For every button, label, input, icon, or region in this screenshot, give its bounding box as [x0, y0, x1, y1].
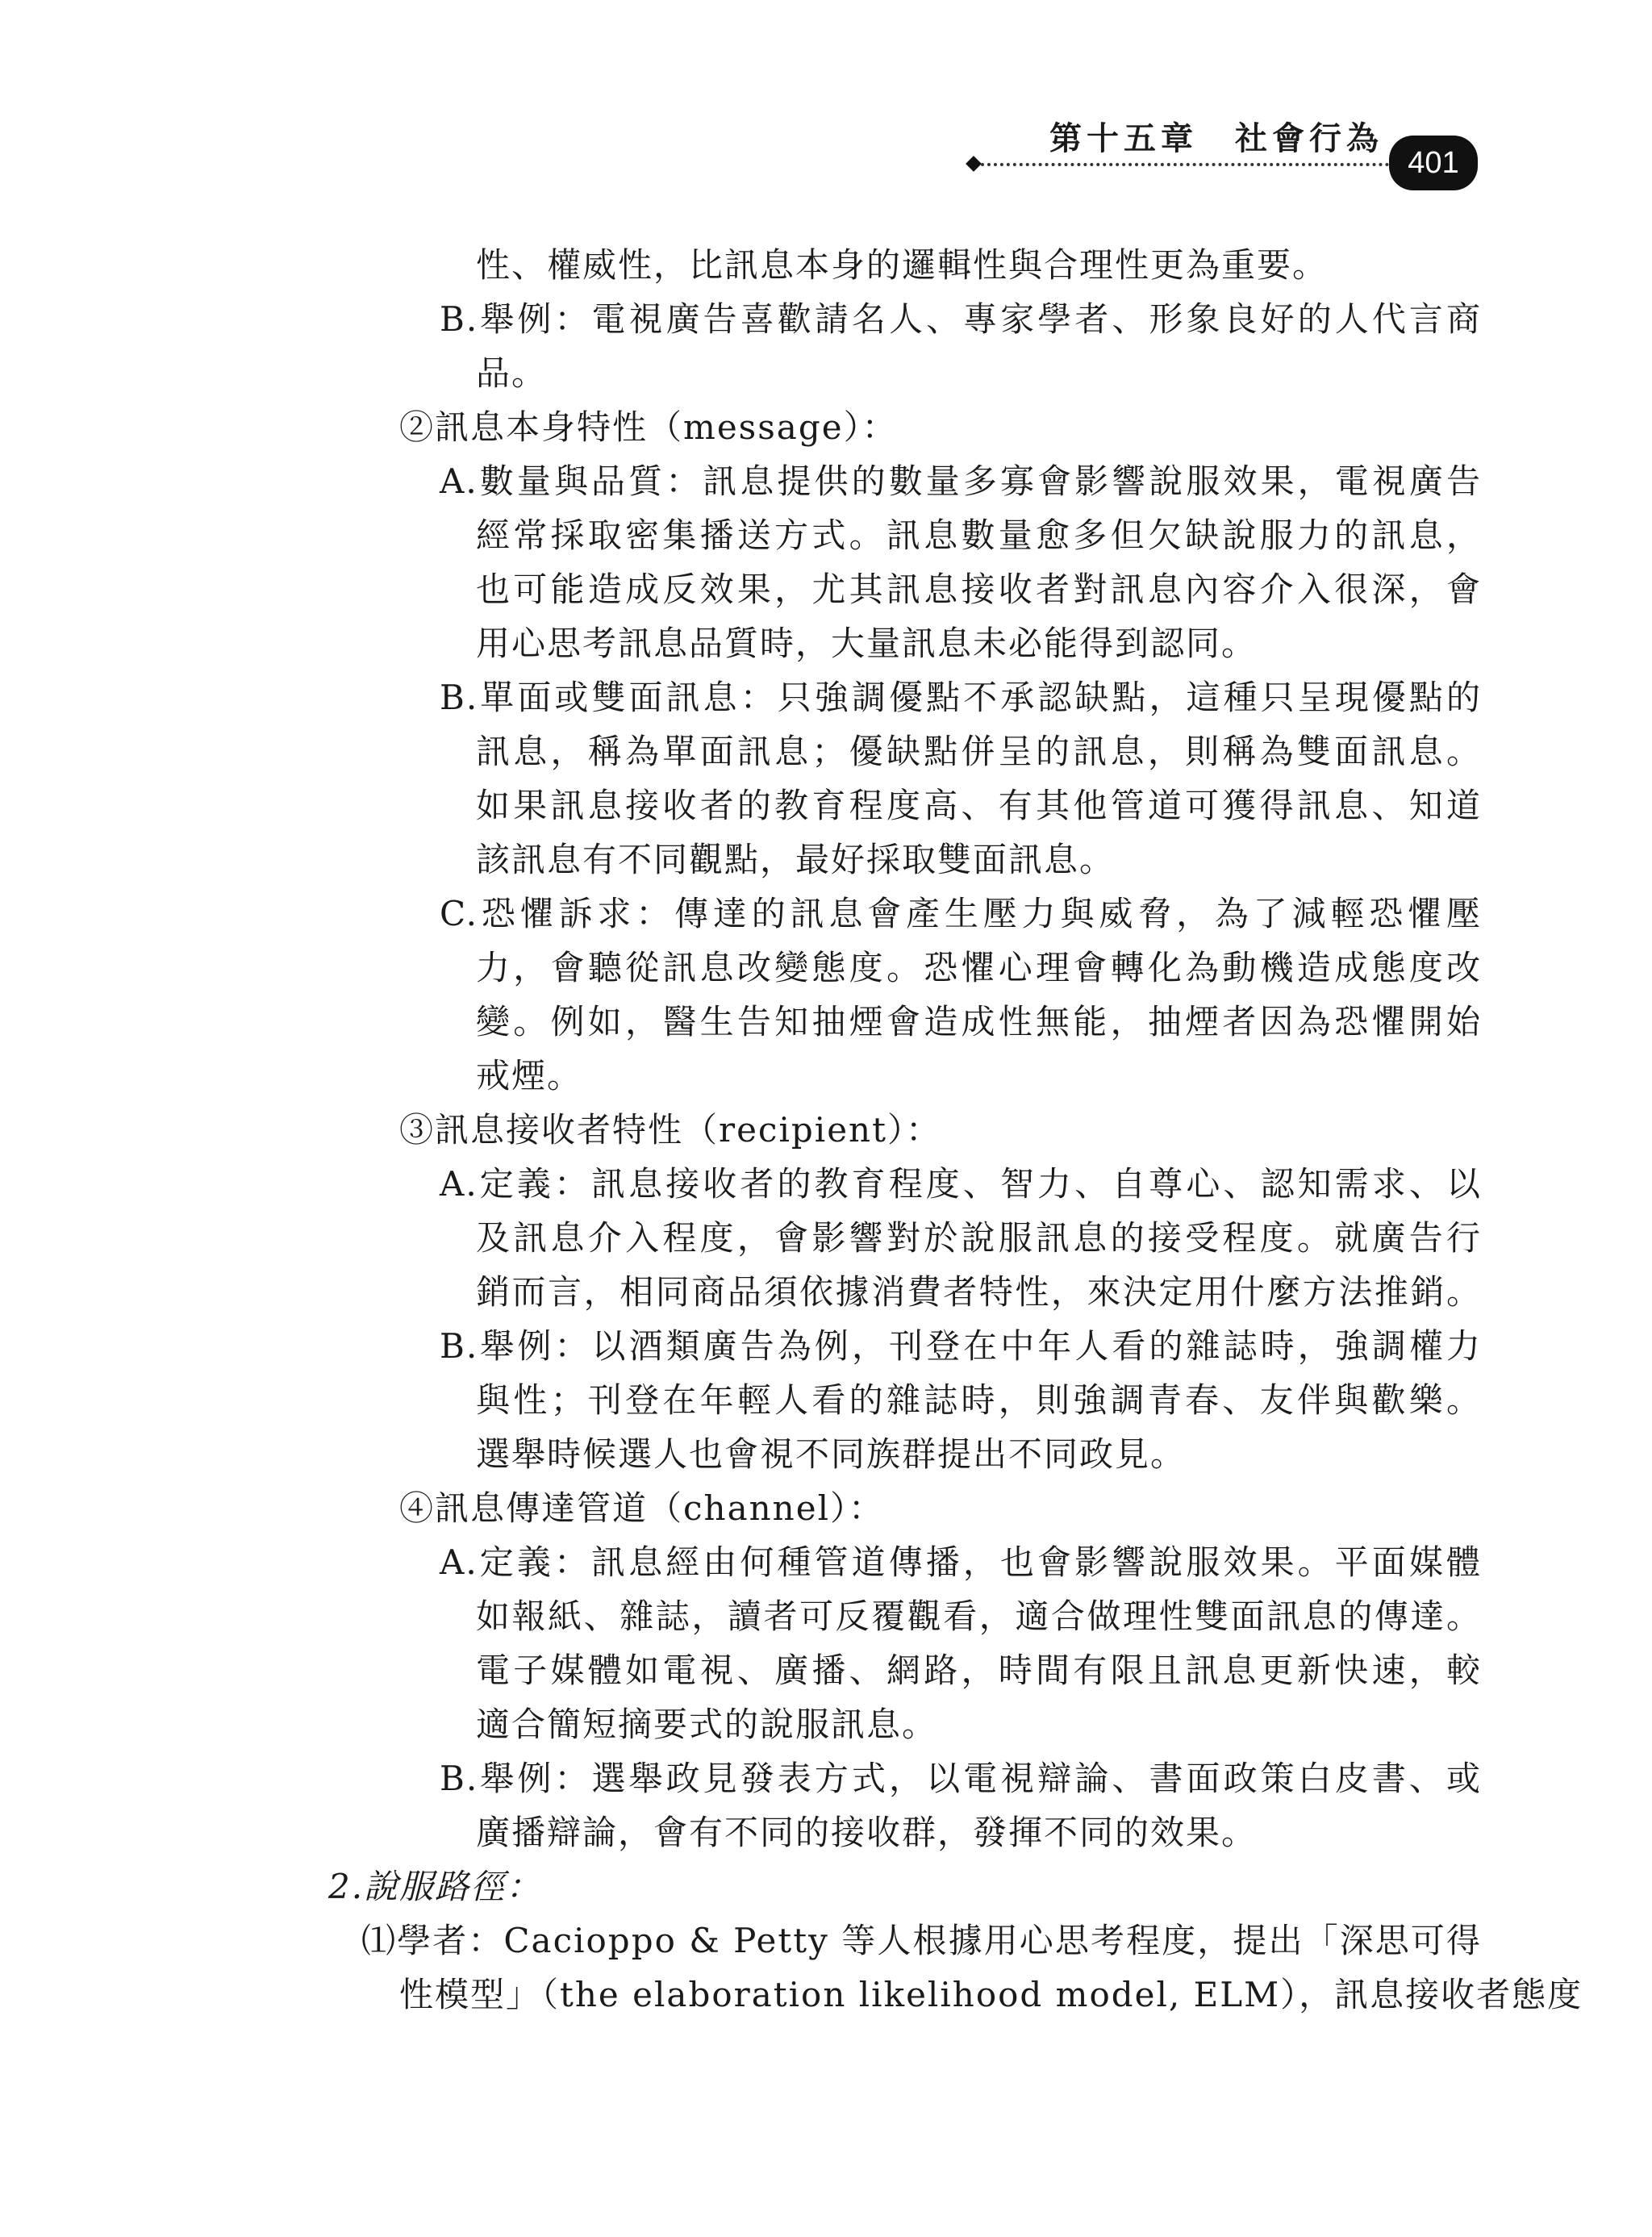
text-line: 經常採取密集播送方式。訊息數量愈多但欠缺說服力的訊息，: [476, 515, 1482, 555]
sub-heading: ④訊息傳達管道（channel）：: [399, 1488, 885, 1528]
text-line: 力，會聽從訊息改變態度。恐懼心理會轉化為動機造成態度改: [476, 948, 1482, 987]
text-line: 銷而言，相同商品須依據消費者特性，來決定用什麼方法推銷。: [476, 1272, 1482, 1312]
text-line: B.單面或雙面訊息：只強調優點不承認缺點，這種只呈現優點的: [440, 678, 1482, 717]
text-line: 品。: [476, 353, 548, 393]
text-line: ⑴學者：Cacioppo & Petty 等人根據用心思考程度，提出「深思可得: [361, 1921, 1482, 1960]
text-line: 訊息，稱為單面訊息；優缺點併呈的訊息，則稱為雙面訊息。: [476, 732, 1482, 771]
text-line: A.數量與品質：訊息提供的數量多寡會影響說服效果，電視廣告: [440, 461, 1482, 501]
text-line: C.恐懼訴求：傳達的訊息會產生壓力與威脅，為了減輕恐懼壓: [440, 894, 1482, 933]
text-line: 適合簡短摘要式的說服訊息。: [476, 1705, 938, 1744]
text-line: B.舉例：以酒類廣告為例，刊登在中年人看的雜誌時，強調權力: [440, 1326, 1482, 1366]
text-line: 戒煙。: [476, 1056, 583, 1096]
text-line: A.定義：訊息經由何種管道傳播，也會影響說服效果。平面媒體: [440, 1542, 1482, 1582]
text-line: 如果訊息接收者的教育程度高、有其他管道可獲得訊息、知道: [476, 786, 1482, 825]
text-line: 及訊息介入程度，會影響對於說服訊息的接受程度。就廣告行: [476, 1218, 1482, 1258]
text-line: 用心思考訊息品質時，大量訊息未必能得到認同。: [476, 624, 1258, 663]
text-line: 如報紙、雜誌，讀者可反覆觀看，適合做理性雙面訊息的傳達。: [476, 1596, 1482, 1636]
text-line: 變。例如，醫生告知抽煙會造成性無能，抽煙者因為恐懼開始: [476, 1002, 1482, 1041]
text-line: 廣播辯論，會有不同的接收群，發揮不同的效果。: [476, 1813, 1258, 1852]
text-line: 電子媒體如電視、廣播、網路，時間有限且訊息更新快速，較: [476, 1651, 1482, 1690]
text-line: 性模型」（the elaboration likelihood model, ELM），訊息接收者態度: [399, 1975, 1583, 2014]
text-line: B.舉例：電視廣告喜歡請名人、專家學者、形象良好的人代言商: [440, 299, 1482, 339]
chapter-title: 第十五章 社會行為: [1049, 119, 1383, 157]
page-number: 401: [1389, 136, 1478, 190]
sub-heading: ③訊息接收者特性（recipient）：: [399, 1110, 941, 1150]
text-line: A.定義：訊息接收者的教育程度、智力、自尊心、認知需求、以: [440, 1164, 1482, 1204]
text-line: B.舉例：選舉政見發表方式，以電視辯論、書面政策白皮書、或: [440, 1759, 1482, 1798]
text-line: 也可能造成反效果，尤其訊息接收者對訊息內容介入很深，會: [476, 570, 1482, 609]
text-line: 選舉時候選人也會視不同族群提出不同政見。: [476, 1434, 1187, 1474]
text-line: 性、權威性，比訊息本身的邏輯性與合理性更為重要。: [476, 245, 1329, 285]
section-heading: 2.說服路徑：: [328, 1867, 542, 1906]
text-line: 該訊息有不同觀點，最好採取雙面訊息。: [476, 840, 1116, 879]
text-line: 與性；刊登在年輕人看的雜誌時，則強調青春、友伴與歡樂。: [476, 1380, 1482, 1420]
sub-heading: ②訊息本身特性（message）：: [399, 407, 898, 447]
